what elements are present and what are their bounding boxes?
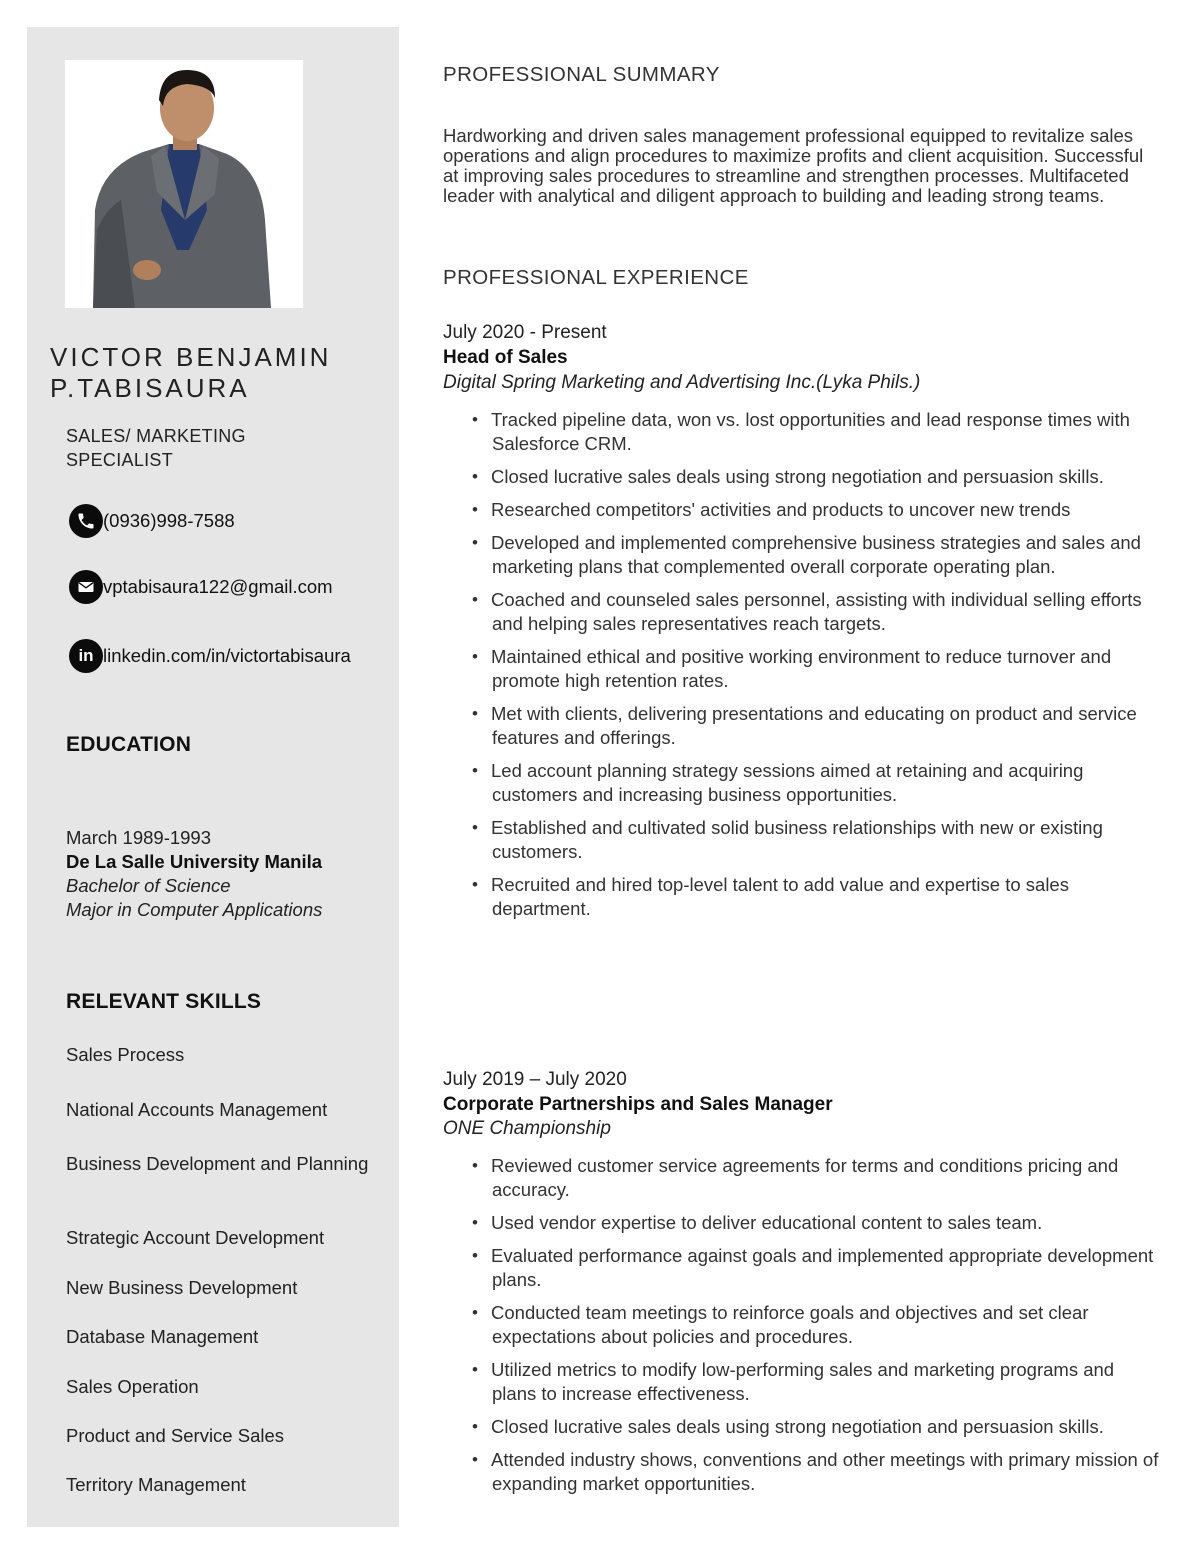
- envelope-icon: [69, 570, 103, 604]
- summary-heading: PROFESSIONAL SUMMARY: [443, 63, 720, 86]
- bullet-item: • Researched competitors' activities and products to uncover new trends: [473, 498, 1163, 522]
- name-line-1: VICTOR BENJAMIN: [50, 342, 332, 372]
- job-role: SALES/ MARKETING SPECIALIST: [66, 426, 246, 470]
- skills-heading: RELEVANT SKILLS: [66, 990, 262, 1013]
- phone-icon: [69, 504, 103, 538]
- linkedin-icon: in: [69, 639, 103, 673]
- email-address[interactable]: vptabisaura122@gmail.com: [103, 576, 333, 597]
- education-major: Major in Computer Applications: [66, 899, 323, 920]
- email-contact: [69, 569, 333, 605]
- bullet-item: • Coached and counseled sales personnel, assisting with individual selling efforts and helping sales representatives reach targets.: [473, 588, 1163, 636]
- bullet-item: • Maintained ethical and positive working environment to reduce turnover and promote high retention rates.: [473, 645, 1163, 693]
- bullet-item: • Led account planning strategy sessions aimed at retaining and acquiring customers and increasing business opportunities.: [473, 759, 1163, 807]
- job-date: July 2020 - Present: [443, 322, 607, 343]
- bullet-item: • Utilized metrics to modify low-performing sales and marketing programs and plans to increase effectiveness.: [473, 1358, 1163, 1406]
- phone-contact: [69, 503, 235, 539]
- job-date: July 2019 – July 2020: [443, 1069, 627, 1090]
- skill-item: Product and Service Sales: [66, 1425, 285, 1446]
- skill-item: Sales Process: [66, 1044, 185, 1065]
- profile-photo: [65, 60, 303, 308]
- bullet-item: • Closed lucrative sales deals using strong negotiation and persuasion skills.: [473, 1415, 1163, 1439]
- phone-number: (0936)998-7588: [103, 510, 235, 531]
- bullet-item: • Reviewed customer service agreements for terms and conditions pricing and accuracy.: [473, 1154, 1163, 1202]
- profile-photo-image: [65, 60, 303, 308]
- bullet-item: • Attended industry shows, conventions and other meetings with primary mission of expanding market opportunities.: [473, 1448, 1163, 1496]
- job-company: Digital Spring Marketing and Advertising Inc.(Lyka Phils.): [443, 372, 921, 393]
- education-entry: [66, 826, 386, 922]
- education-date: March 1989-1993: [66, 827, 212, 848]
- skill-item: Database Management: [66, 1326, 259, 1347]
- name-line-2: P.TABISAURA: [50, 373, 250, 403]
- bullet-item: • Developed and implemented comprehensive business strategies and sales and marketing plans that complemented overall corporate operating plan.: [473, 531, 1163, 579]
- bullet-item: • Used vendor expertise to deliver educational content to sales team.: [473, 1211, 1163, 1235]
- skill-item: Strategic Account Development: [66, 1227, 325, 1248]
- job-title: Head of Sales: [443, 347, 568, 368]
- linkedin-url[interactable]: linkedin.com/in/victortabisaura: [103, 645, 351, 666]
- bullet-item: • Recruited and hired top-level talent to add value and expertise to sales department.: [473, 873, 1163, 921]
- skill-item: Sales Operation: [66, 1376, 199, 1397]
- bullet-item: • Tracked pipeline data, won vs. lost opportunities and lead response times with Salesforce CRM.: [473, 408, 1163, 456]
- linkedin-contact: [69, 638, 351, 674]
- skill-item: Territory Management: [66, 1474, 246, 1495]
- bullet-item: • Conducted team meetings to reinforce goals and objectives and set clear expectations about policies and procedures.: [473, 1301, 1163, 1349]
- job-bullets: [473, 408, 1163, 930]
- experience-heading: PROFESSIONAL EXPERIENCE: [443, 266, 749, 289]
- job-bullets: [473, 1154, 1163, 1505]
- skill-item: New Business Development: [66, 1277, 298, 1298]
- bullet-item: • Established and cultivated solid business relationships with new or existing customers.: [473, 816, 1163, 864]
- education-school: De La Salle University Manila: [66, 851, 323, 872]
- bullet-item: • Closed lucrative sales deals using strong negotiation and persuasion skills.: [473, 465, 1163, 489]
- bullet-item: • Evaluated performance against goals and implemented appropriate development plans.: [473, 1244, 1163, 1292]
- skill-item: National Accounts Management: [66, 1099, 328, 1120]
- bullet-item: • Met with clients, delivering presentations and educating on product and service features and offerings.: [473, 702, 1163, 750]
- skill-item: Business Development and Planning: [66, 1153, 369, 1174]
- job-title: Corporate Partnerships and Sales Manager: [443, 1094, 833, 1115]
- candidate-name: [50, 342, 380, 404]
- education-heading: EDUCATION: [66, 733, 192, 756]
- job-company: ONE Championship: [443, 1118, 611, 1139]
- education-degree: Bachelor of Science: [66, 875, 231, 896]
- summary-text: Hardworking and driven sales management professional equipped to revitalize sales operations and align procedures to maximize profits and client acquisition. Successful at improving sales procedures to streamline and strengthen processes. Multifaceted leader with analytical and diligent approach to building and leading strong teams.: [443, 125, 1144, 206]
